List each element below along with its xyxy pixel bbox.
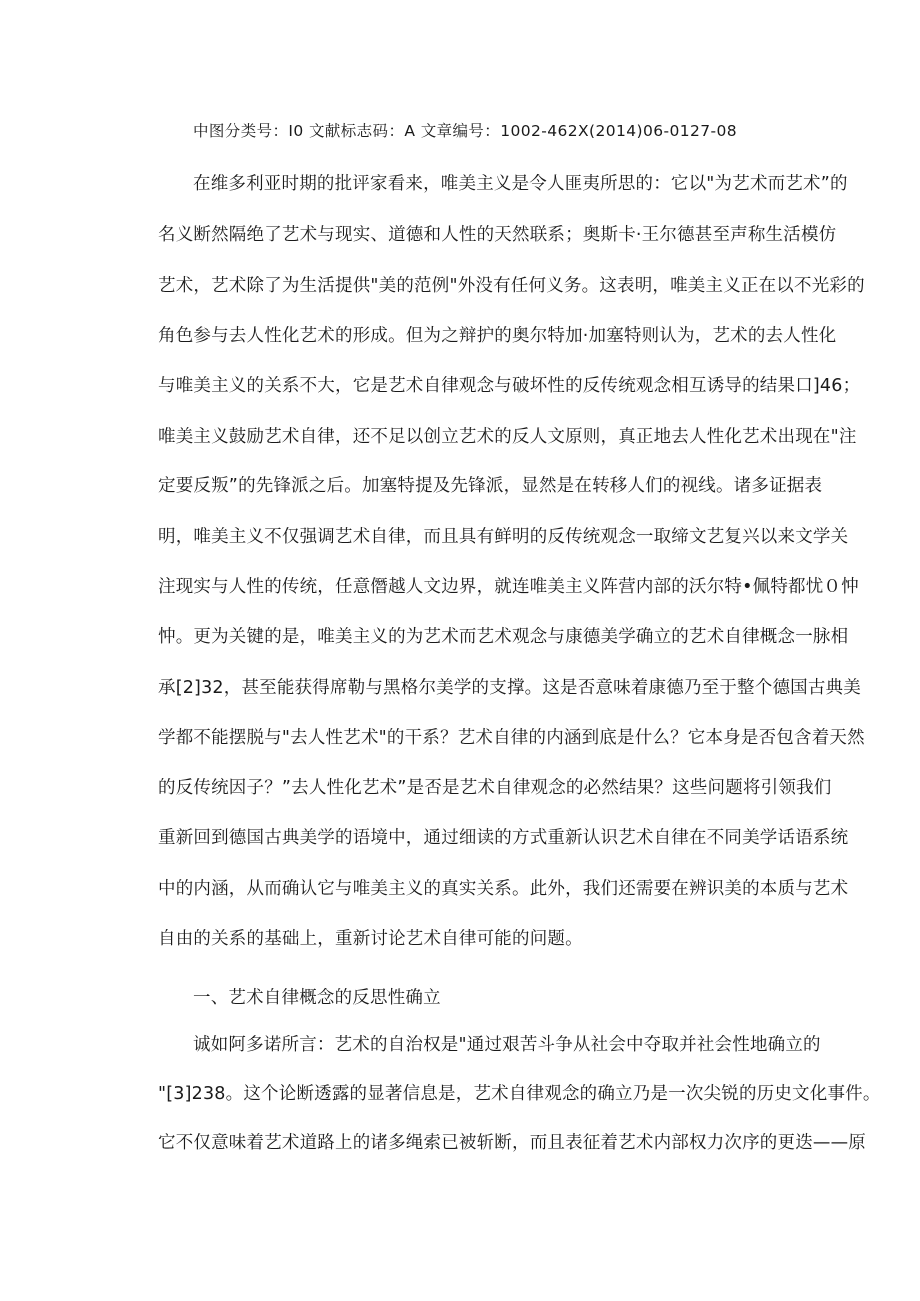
intro-line-11: 承[2]32，甚至能获得席勒与黑格尔美学的支撑。这是否意味着康德乃至于整个德国古典美 bbox=[158, 678, 861, 698]
intro-line-1: 在维多利亚时期的批评家看来，唯美主义是令人匪夷所思的：它以"为艺术而艺术”的 bbox=[193, 174, 848, 194]
section-line-1: 诚如阿多诺所言：艺术的自治权是"通过艰苦斗争从社会中夺取并社会性地确立的 bbox=[193, 1035, 821, 1055]
intro-line-16: 自由的关系的基础上，重新讨论艺术自律可能的问题。 bbox=[158, 929, 583, 949]
section-line-3: 它不仅意味着艺术道路上的诸多绳索已被斩断，而且表征着艺术内部权力次序的更迭——原 bbox=[158, 1133, 866, 1153]
section-line-2: "[3]238。这个论断透露的显著信息是，艺术自律观念的确立乃是一次尖锐的历史文化事件。 bbox=[158, 1084, 881, 1104]
classification-meta-line: 中图分类号：I0 文献标志码：A 文章编号：1002-462X(2014)06-0127-08 bbox=[193, 122, 738, 140]
intro-line-7: 定要反叛”的先锋派之后。加塞特提及先锋派，显然是在转移人们的视线。诸多证据表 bbox=[158, 476, 823, 496]
intro-line-5: 与唯美主义的关系不大，它是艺术自律观念与破坏性的反传统观念相互诱导的结果口]46； bbox=[158, 376, 861, 396]
intro-line-9: 注现实与人性的传统，任意僭越人文边界，就连唯美主义阵营内部的沃尔特•佩特都忧０忡 bbox=[158, 577, 859, 597]
intro-line-15: 中的内涵，从而确认它与唯美主义的真实关系。此外，我们还需要在辨识美的本质与艺术 bbox=[158, 879, 849, 899]
intro-line-13: 的反传统因子？”去人性化艺术”是否是艺术自律观念的必然结果？这些问题将引领我们 bbox=[158, 778, 832, 798]
intro-line-8: 明，唯美主义不仅强调艺术自律，而且具有鲜明的反传统观念一取缔文艺复兴以来文学关 bbox=[158, 527, 849, 547]
intro-line-3: 艺术，艺术除了为生活提供"美的范例"外没有任何义务。这表明，唯美主义正在以不光彩的 bbox=[158, 276, 865, 296]
intro-line-2: 名义断然隔绝了艺术与现实、道德和人性的天然联系；奥斯卡·王尔德甚至声称生活模仿 bbox=[158, 225, 837, 245]
intro-line-6: 唯美主义鼓励艺术自律，还不足以创立艺术的反人文原则，真正地去人性化艺术出现在"注 bbox=[158, 427, 857, 447]
intro-line-14: 重新回到德国古典美学的语境中，通过细读的方式重新认识艺术自律在不同美学话语系统 bbox=[158, 828, 849, 848]
intro-line-4: 角色参与去人性化艺术的形成。但为之辩护的奥尔特加·加塞特则认为，艺术的去人性化 bbox=[158, 326, 837, 346]
intro-line-12: 学都不能摆脱与"去人性艺术"的干系？艺术自律的内涵到底是什么？它本身是否包含着天然 bbox=[158, 728, 865, 748]
intro-line-10: 忡。更为关键的是，唯美主义的为艺术而艺术观念与康德美学确立的艺术自律概念一脉相 bbox=[158, 627, 849, 647]
section-heading: 一、艺术自律概念的反思性确立 bbox=[193, 988, 441, 1008]
